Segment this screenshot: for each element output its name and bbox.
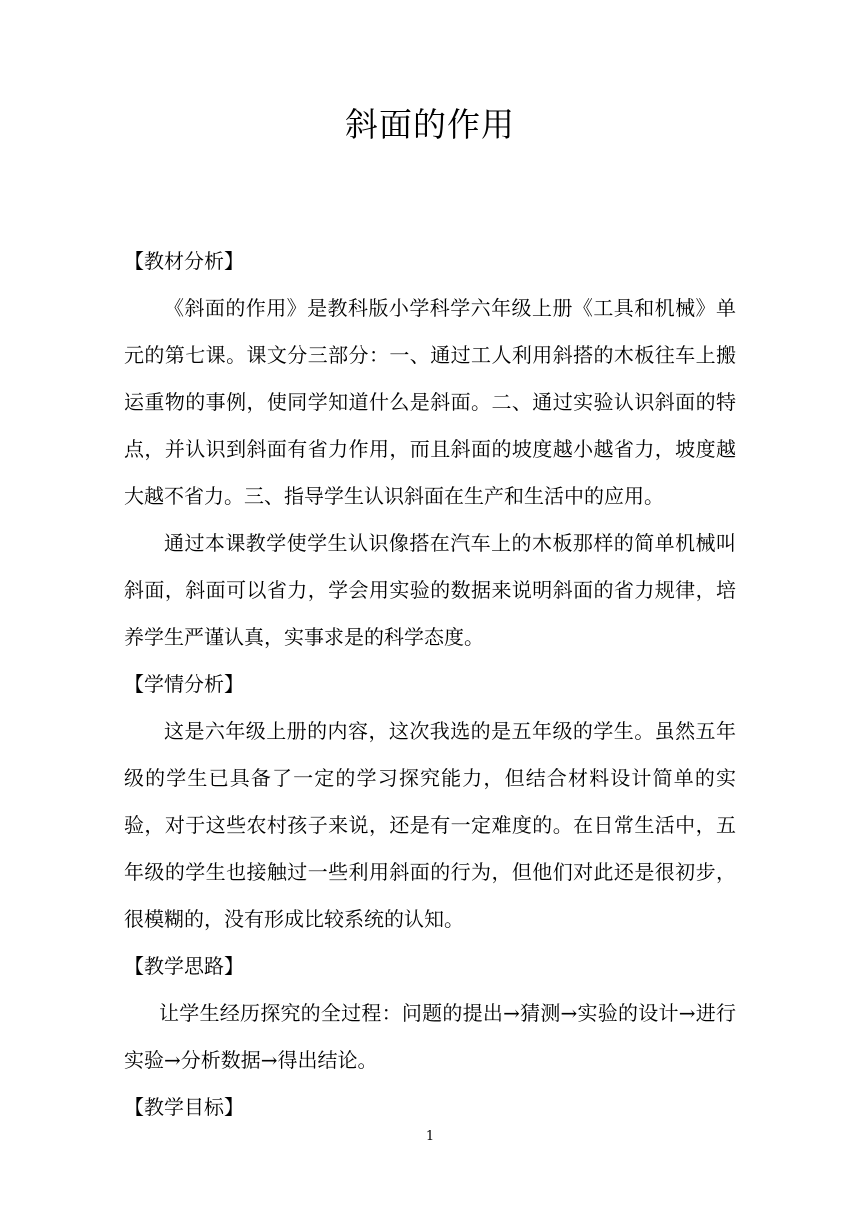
paragraph-teaching-approach: 让学生经历探究的全过程：问题的提出→猜测→实验的设计→进行实验→分析数据→得出结论。 (124, 1001, 736, 1072)
page-number: 1 (425, 1129, 435, 1144)
section-heading-teaching-goals: 【教学目标】 (124, 1095, 244, 1119)
paragraph-student-analysis: 这是六年级上册的内容，这次我选的是五年级的学生。虽然五年级的学生已具备了一定的学习探究能力，但结合材料设计简单的实验，对于这些农村孩子来说，还是有一定难度的。在日常生活中，五年级的学生也接触过一些利用斜面的行为，但他们对此还是很初步，很模糊的，没有形成比较系统的认知。 (124, 719, 736, 931)
document-title: 斜面的作用 (345, 105, 515, 144)
section-heading-textbook-analysis: 【教材分析】 (124, 249, 244, 273)
paragraph-textbook-analysis-1: 《斜面的作用》是教科版小学科学六年级上册《工具和机械》单元的第七课。课文分三部分：一、通过工人利用斜搭的木板往车上搬运重物的事例，使同学知道什么是斜面。二、通过实验认识斜面的特点，并认识到斜面有省力作用，而且斜面的坡度越小越省力，坡度越大越不省力。三、指导学生认识斜面在生产和生活中的应用。 (124, 296, 736, 508)
section-heading-teaching-approach: 【教学思路】 (124, 954, 244, 978)
document-body (124, 238, 736, 1131)
paragraph-textbook-analysis-2: 通过本课教学使学生认识像搭在汽车上的木板那样的简单机械叫斜面，斜面可以省力，学会用实验的数据来说明斜面的省力规律，培养学生严谨认真，实事求是的科学态度。 (124, 531, 736, 649)
section-heading-student-analysis: 【学情分析】 (124, 672, 244, 696)
